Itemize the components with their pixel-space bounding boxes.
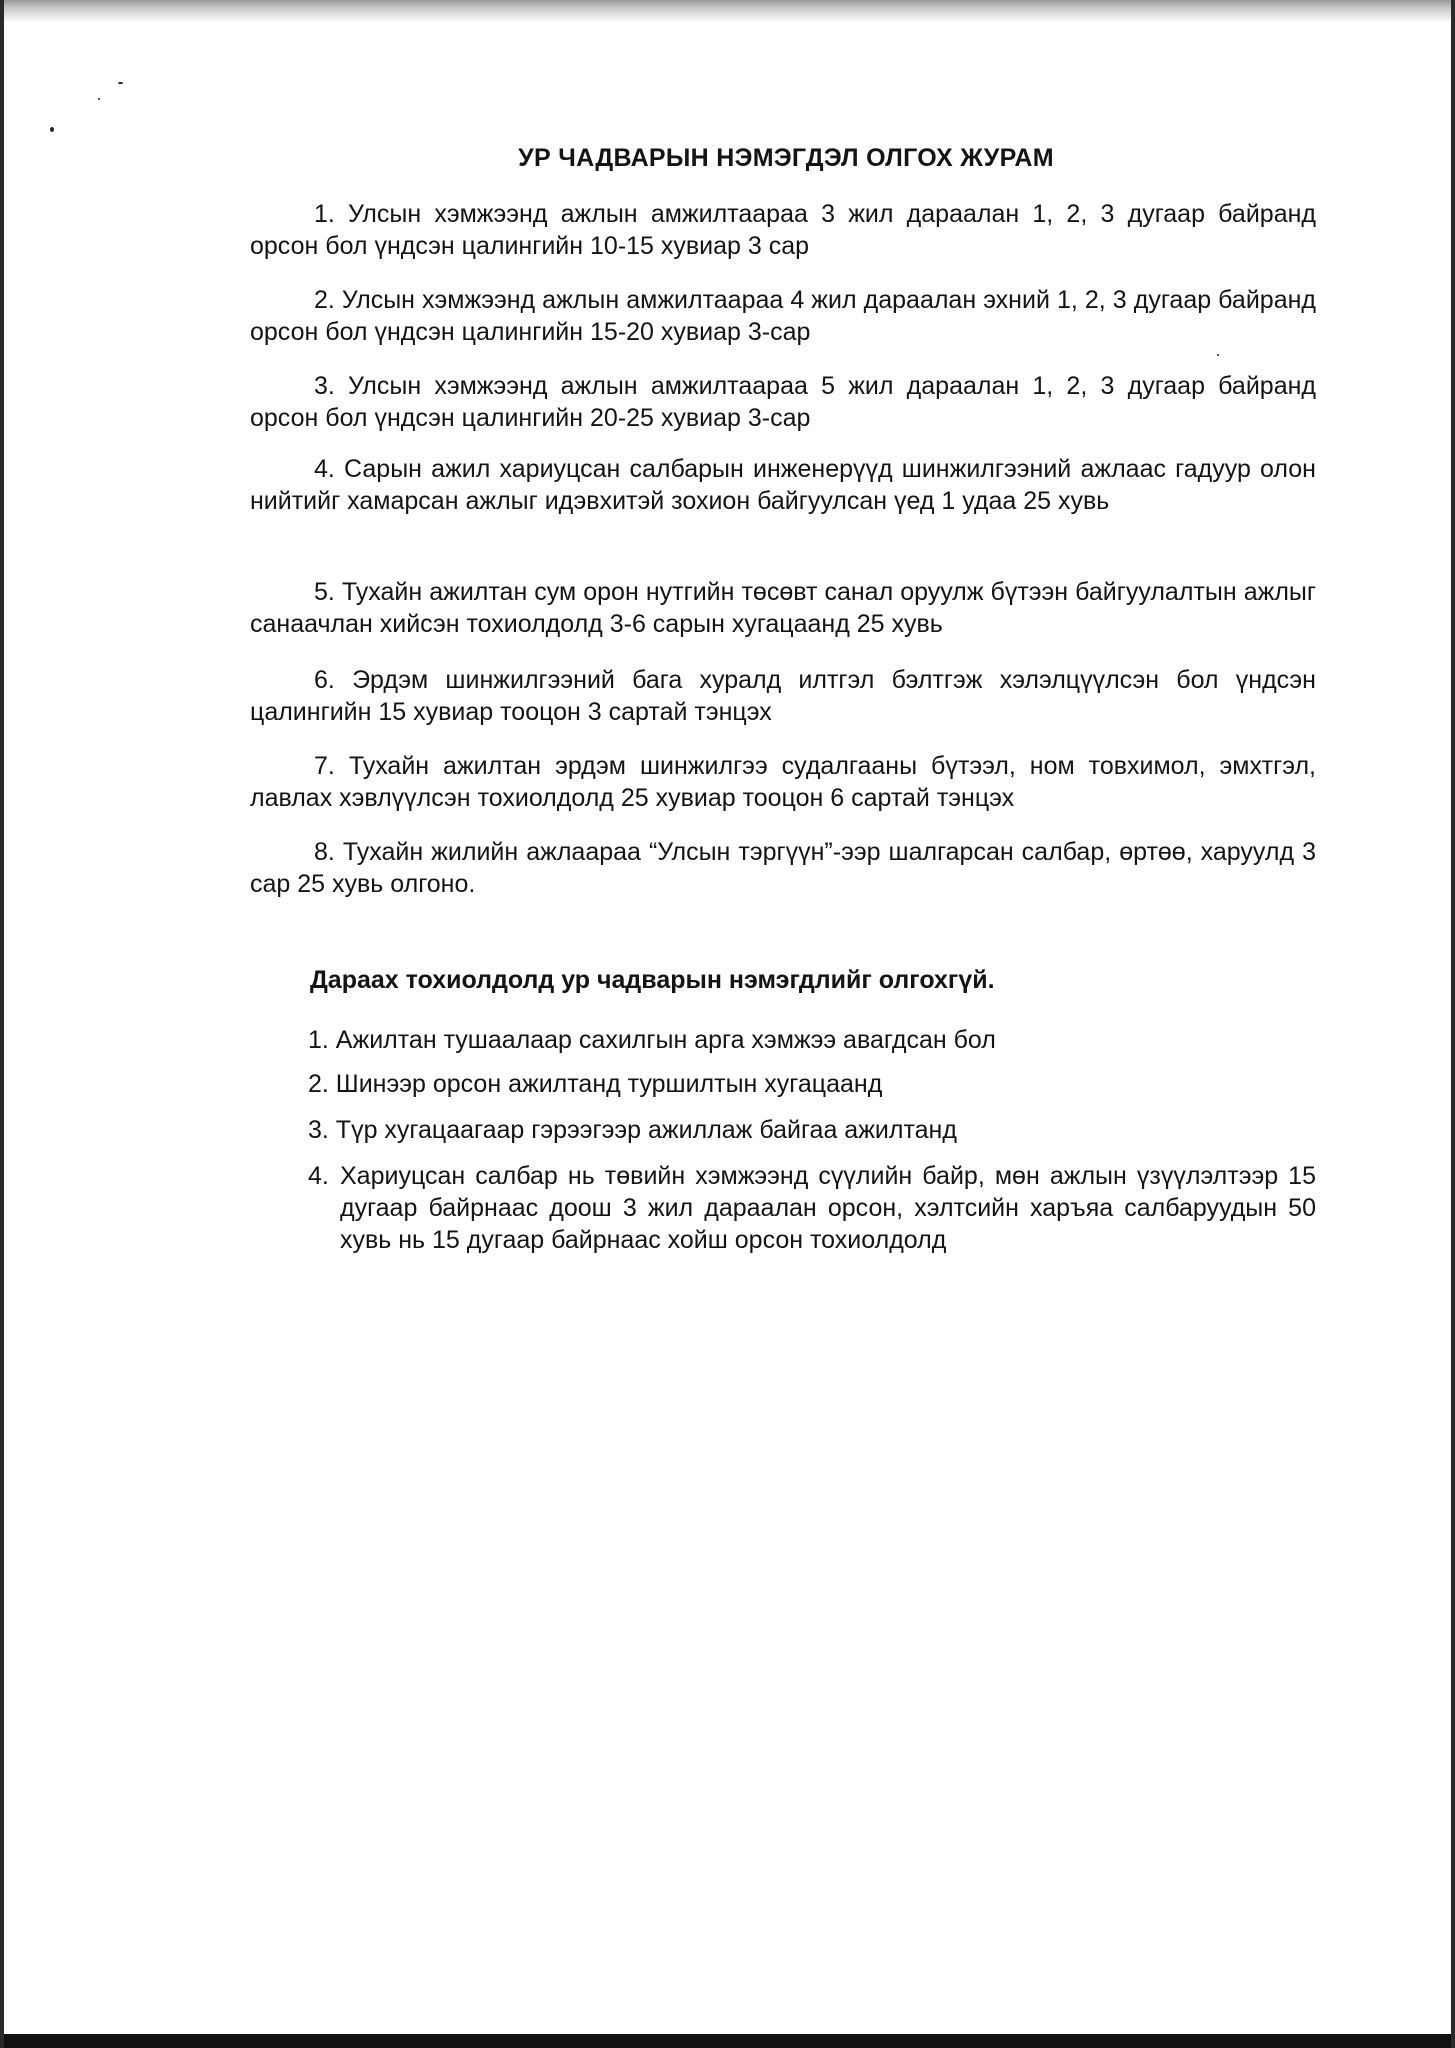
scan-edge-left (0, 0, 4, 2048)
scan-speck (50, 127, 54, 132)
scan-speck (118, 82, 123, 84)
exception-item-4-number: 4. (308, 1162, 329, 1190)
exception-item-4 (308, 1160, 1316, 1256)
scan-speck (1217, 354, 1219, 356)
rule-paragraph-7: 7. Тухайн ажилтан эрдэм шинжилгээ судалгааны бүтээл, ном товхимол, эмхтгэл, лавлах хэвлүүлсэн тохиолдолд 25 хувиар тооцон 6 сартай тэнцэх (250, 752, 1316, 812)
exception-item-3: 3. Түр хугацаагаар гэрээгээр ажиллаж байгаа ажилтанд (308, 1116, 957, 1144)
rule-paragraph-1: 1. Улсын хэмжээнд ажлын амжилтаараа 3 жил дараалан 1, 2, 3 дугаар байранд орсон бол үндсэн цалингийн 10-15 хувиар 3 сар (250, 200, 1316, 260)
rule-paragraph-8: 8. Тухайн жилийн ажлаараа “Улсын тэргүүн”-ээр шалгарсан салбар, өртөө, харуулд 3 сар 25 хувь олгоно. (250, 838, 1316, 898)
scan-edge-top (0, 0, 1455, 22)
scan-edge-right (1451, 0, 1455, 2048)
exceptions-heading: Дараах тохиолдолд ур чадварын нэмэгдлийг олгохгүй. (310, 966, 995, 994)
scan-edge-bottom (0, 2034, 1455, 2048)
rule-paragraph-6: 6. Эрдэм шинжилгээний бага хуралд илтгэл бэлтгэж хэлэлцүүлсэн бол үндсэн цалингийн 15 хувиар тооцон 3 сартай тэнцэх (250, 666, 1316, 726)
rule-paragraph-2: 2. Улсын хэмжээнд ажлын амжилтаараа 4 жил дараалан эхний 1, 2, 3 дугаар байранд орсон бол үндсэн цалингийн 15-20 хувиар 3-сар (250, 286, 1316, 346)
exception-item-2: 2. Шинээр орсон ажилтанд туршилтын хугацаанд (308, 1070, 883, 1098)
rule-paragraph-4: 4. Сарын ажил хариуцсан салбарын инженерүүд шинжилгээний ажлаас гадуур олон нийтийг хамарсан ажлыг идэвхитэй зохион байгуулсан үед 1 удаа 25 хувь (250, 455, 1316, 515)
exception-item-1: 1. Ажилтан тушаалаар сахилгын арга хэмжээ авагдсан бол (308, 1026, 996, 1054)
scan-speck (98, 98, 100, 100)
rule-paragraph-5: 5. Тухайн ажилтан сум орон нутгийн төсөвт санал оруулж бүтээн байгуулалтын ажлыг санаачлан хийсэн тохиолдолд 3-6 сарын хугацаанд 25 хувь (250, 578, 1316, 638)
exception-item-4-text: Хариуцсан салбар нь төвийн хэмжээнд сүүлийн байр, мөн ажлын үзүүлэлтээр 15 дугаар байрнаас доош 3 жил дараалан орсон, хэлтсийн харъяа салбаруудын 50 хувь нь 15 дугаар байрнаас хойш орсон тохиолдолд (340, 1162, 1316, 1254)
rule-paragraph-3: 3. Улсын хэмжээнд ажлын амжилтаараа 5 жил дараалан 1, 2, 3 дугаар байранд орсон бол үндсэн цалингийн 20-25 хувиар 3-сар (250, 372, 1316, 432)
document-title: УР ЧАДВАРЫН НЭМЭГДЭЛ ОЛГОХ ЖУРАМ (518, 144, 1054, 172)
